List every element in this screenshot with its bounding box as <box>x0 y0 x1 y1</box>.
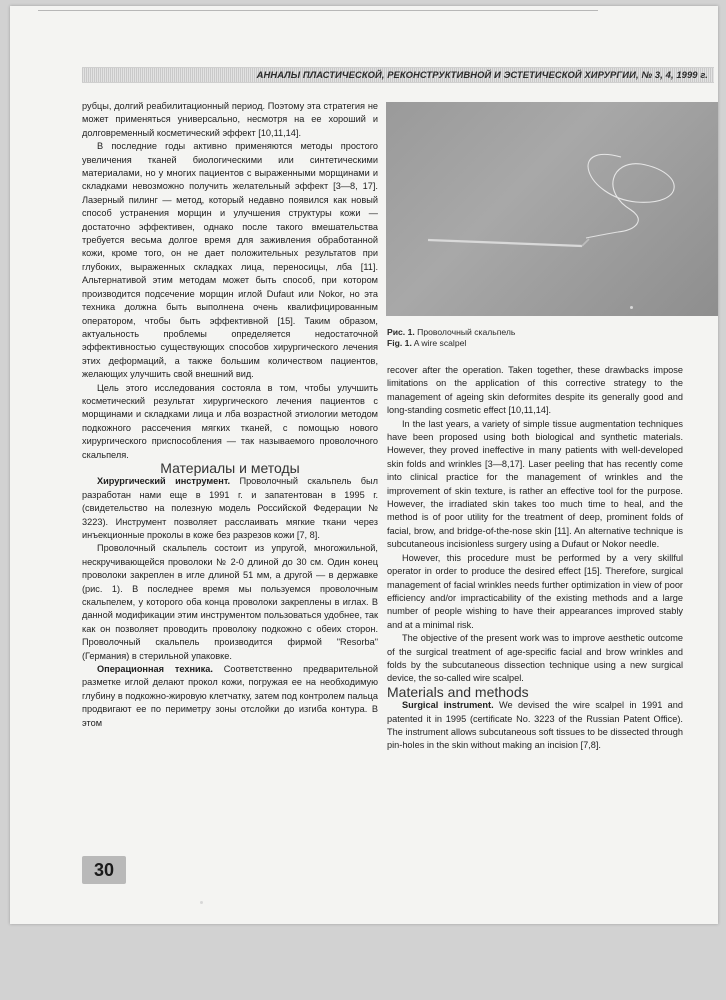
caption-en-text: A wire scalpel <box>411 338 467 348</box>
figure-wire-scalpel-photo <box>386 102 718 316</box>
paragraph: However, this procedure must be performed by a very skillful operator in order to produce the desired effect [15]. Therefore, surgical management of facial wrinkles needs further optimization in view of poor efficiency and/or impracticability of the existing methods and a large number of people wishing to have their appearances improved stably and at a minimal risk. <box>387 552 683 630</box>
paragraph: Цель этого исследования состояла в том, чтобы улучшить косметический результат хирургического лечения пациентов с морщинами и складками лица и лба возрастной этиологии методом подкожного рассечения мягких тканей, с помощью нового хирургического приспособления — так называемого проволочного скальпеля. <box>82 382 378 460</box>
paragraph: The objective of the present work was to improve aesthetic outcome of the surgical treatment of age-specific facial and brow wrinkles and folds by the subcutaneous dissection technique using a new surgical device, the so-called wire scalpel. <box>387 633 683 684</box>
page-number-badge <box>82 856 126 884</box>
figure-caption <box>387 327 515 349</box>
journal-page <box>10 6 718 924</box>
paragraph <box>82 475 378 542</box>
wire-scalpel-illustration <box>386 102 718 316</box>
right-column-english <box>387 364 683 753</box>
paragraph-lead: Операционная техника. <box>97 664 213 675</box>
page-number: 30 <box>93 860 115 880</box>
paragraph <box>82 663 378 730</box>
scalpel-needle <box>428 240 582 246</box>
running-header <box>82 67 714 83</box>
paragraph-body: Соответственно предварительной разметке иглой делают прокол кожи, погружая ее на необходимую глубину в подкожно-жировую клетчатку, затем под контролем пальца продвигают ее по периметру зоны отслойки до изгиба контура. В этом <box>82 664 379 728</box>
section-title-en: Materials and methods <box>387 683 529 700</box>
caption-ru-label: Рис. 1. <box>387 327 415 337</box>
left-column-russian <box>82 100 378 730</box>
paragraph: recover after the operation. Taken together, these drawbacks impose limitations on the application of this corrective strategy to the management of ageing skin deformites despite its generally good and long-standing cosmetic effect [10,11,14]. <box>387 365 683 416</box>
wire-loop <box>588 154 674 232</box>
paragraph-body: We devised the wire scalpel in 1991 and patented it in 1995 (certificate No. 3223 of the Russian Patent Office). The instrument allows subcutaneous soft tissues to be dissected through pin-holes in the skin without making an incision [7,8]. <box>387 700 683 751</box>
section-title-ru: Материалы и методы <box>160 459 300 476</box>
paragraph-body: Проволочный скальпель был разработан нами еще в 1991 г. и запатентован в 1995 г. (свидетельство на полезную модель Российской Федерации № 3223). Инструмент позволяет расслаивать мягкие ткани через инъекционные проколы в коже без разрезов кожи [7, 8]. <box>82 476 378 540</box>
page-edge-line <box>38 10 598 39</box>
wire-tail <box>586 232 618 238</box>
paragraph: Проволочный скальпель состоит из упругой, многожильной, нескручивающейся проволоки № 2-0 длиной до 30 см. Один конец проволоки закреплен в игле длиной 51 мм, а другой — в державке (рис. 1). В последнее время мы пользуемся проволочным скальпелем, у которого оба конца проволоки закреплены в иглах. В данной модификации этим инструментом пользоваться удобнее, так как он позволяет проводить проволоку подкожно с обеих сторон. Проволочный скальпель производится фирмой "Resorba" (Германия) в стерильной упаковке. <box>82 543 378 661</box>
scan-speck <box>630 306 633 309</box>
caption-en-label: Fig. 1. <box>387 338 412 348</box>
needle-tip <box>582 239 589 246</box>
paragraph <box>387 699 683 753</box>
scan-speck <box>200 901 203 904</box>
paragraph-lead: Хирургический инструмент. <box>97 476 231 487</box>
paragraph: In the last years, a variety of simple tissue augmentation techniques have been proposed using both biological and synthetic materials. However, they proved ineffective in many patients with well-developed skin folds and wrinkles [3—8,17]. Laser peeling that has recently come into clinical practice for the management of wrinkles and the improvement of skin texture, is rather an effective tool for the purpose. However, the irradiated skin takes too much time to heal, and the method is of poor utility for the treatment of deep, prominent folds of facial, brow, and bridge-of-the-nose skin [11]. An alternative technique is subcutaneous incisionless surgery using a Dufaut or Nokor needle. <box>387 418 683 550</box>
paragraph: В последние годы активно применяются методы простого увеличения тканей биологическими или синтетическими материалами, но у многих пациентов с выраженными морщинами и складками невозможно получить желательный эффект [3—8, 17]. Лазерный пилинг — метод, который недавно появился как новый способ устранения морщин и улучшения структуры кожи — достаточно эффективен, однако после такого вмешательства требуется весьма долгое время для заживления обработанной кожи, кроме того, он не дает положительных результатов при глубоких, выраженных складках лица, переносицы, лба [11]. Альтернативой этим методам может быть способ, при котором производится подсечение морщин иглой Dufaut или Nokor, но эта техника должна быть выполнена очень квалифицированным оператором, чтобы быть эффективной [15]. Таким образом, актуальность проблемы определяется недостаточной эффективностью существующих способов хирургического лечения этих деформаций, а также большим количеством пациентов, желающих улучшить свой внешний вид. <box>82 141 378 380</box>
paragraph: рубцы, долгий реабилитационный период. Поэтому эта стратегия не может применяться универсально, несмотря на ее хороший и долговременный косметический эффект [10,11,14]. <box>82 101 378 138</box>
caption-ru-text: Проволочный скальпель <box>414 327 516 337</box>
running-header-text: АННАЛЫ ПЛАСТИЧЕСКОЙ, РЕКОНСТРУКТИВНОЙ И ЭСТЕТИЧЕСКОЙ ХИРУРГИИ, № 3, 4, 1999 г. <box>256 69 708 80</box>
paragraph-lead: Surgical instrument. <box>402 700 494 711</box>
